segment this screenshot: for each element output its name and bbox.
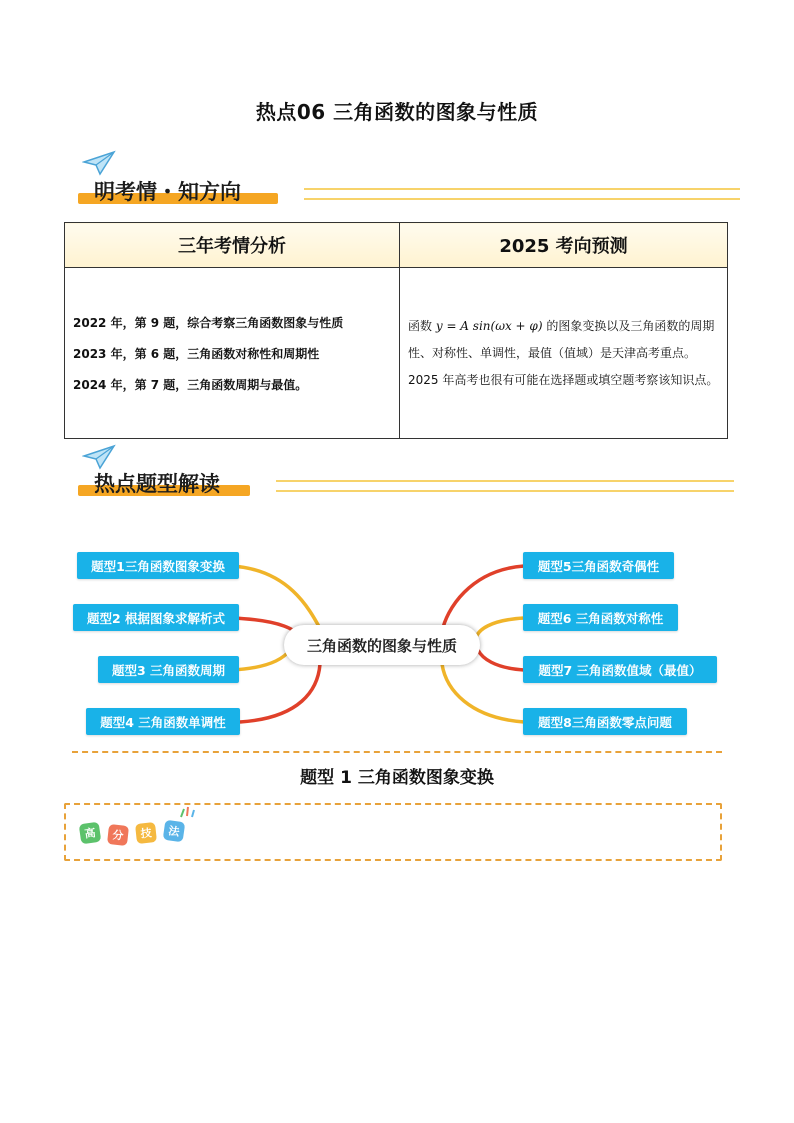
analysis-line: 2024 年，第 7 题，三角函数周期与最值。 — [73, 377, 308, 392]
topic-node-4[interactable]: 题型4 三角函数单调性 — [86, 708, 240, 735]
topic-node-2[interactable]: 题型2 根据图象求解析式 — [73, 604, 239, 631]
page-title: 热点06 三角函数的图象与性质 — [255, 100, 539, 124]
badge-char: 高 — [79, 822, 102, 845]
sparkle-icon — [178, 805, 196, 819]
topic-node-6[interactable]: 题型6 三角函数对称性 — [523, 604, 678, 631]
topic-node-8[interactable]: 题型8三角函数零点问题 — [523, 708, 687, 735]
badge-char: 分 — [107, 824, 129, 846]
connector-right-4 — [442, 664, 524, 722]
tips-box — [64, 803, 722, 861]
subsection-title: 题型 1 三角函数图象变换 — [300, 768, 494, 788]
section-title: 热点题型解读 — [94, 472, 220, 496]
dashed-divider — [72, 751, 722, 753]
section-header-exam-analysis — [76, 150, 746, 210]
section-title: 明考情・知方向 — [94, 180, 241, 204]
section-divider — [304, 188, 740, 200]
prediction-text: 的图象变换以及三角函数的周期性、对称性、单调性，最值（值域）是天津高考重点。2025 年高考也很有可能在选择题或填空题考察该知识点。 — [408, 318, 719, 387]
exam-analysis-table — [64, 222, 728, 439]
connector-left-4 — [240, 664, 320, 722]
connector-left-3 — [232, 650, 290, 670]
section-header-hot-topics — [76, 444, 746, 504]
topic-node-1[interactable]: 题型1三角函数图象变换 — [77, 552, 239, 579]
connector-right-1 — [442, 566, 524, 632]
prediction-formula: y = A sin(ωx + φ) — [435, 318, 543, 333]
analysis-line: 2022 年，第 9 题，综合考察三角函数图象与性质 — [73, 315, 344, 330]
topic-node-3[interactable]: 题型3 三角函数周期 — [98, 656, 239, 683]
table-header-prediction: 2025 考向预测 — [400, 223, 728, 268]
section-divider — [276, 480, 734, 492]
analysis-line: 2023 年，第 6 题，三角函数对称性和周期性 — [73, 346, 320, 361]
prediction-cell — [400, 268, 728, 439]
topic-node-5[interactable]: 题型5三角函数奇偶性 — [523, 552, 674, 579]
connector-right-2 — [476, 618, 524, 638]
badge-char: 法 — [163, 820, 186, 843]
connector-right-3 — [478, 650, 524, 670]
analysis-cell — [65, 268, 400, 439]
table-header-analysis: 三年考情分析 — [65, 223, 400, 268]
mindmap-center: 三角函数的图象与性质 — [284, 625, 480, 665]
topic-node-7[interactable]: 题型7 三角函数值域（最值） — [523, 656, 717, 683]
prediction-prefix: 函数 — [408, 318, 433, 333]
badge-char: 技 — [135, 822, 157, 844]
